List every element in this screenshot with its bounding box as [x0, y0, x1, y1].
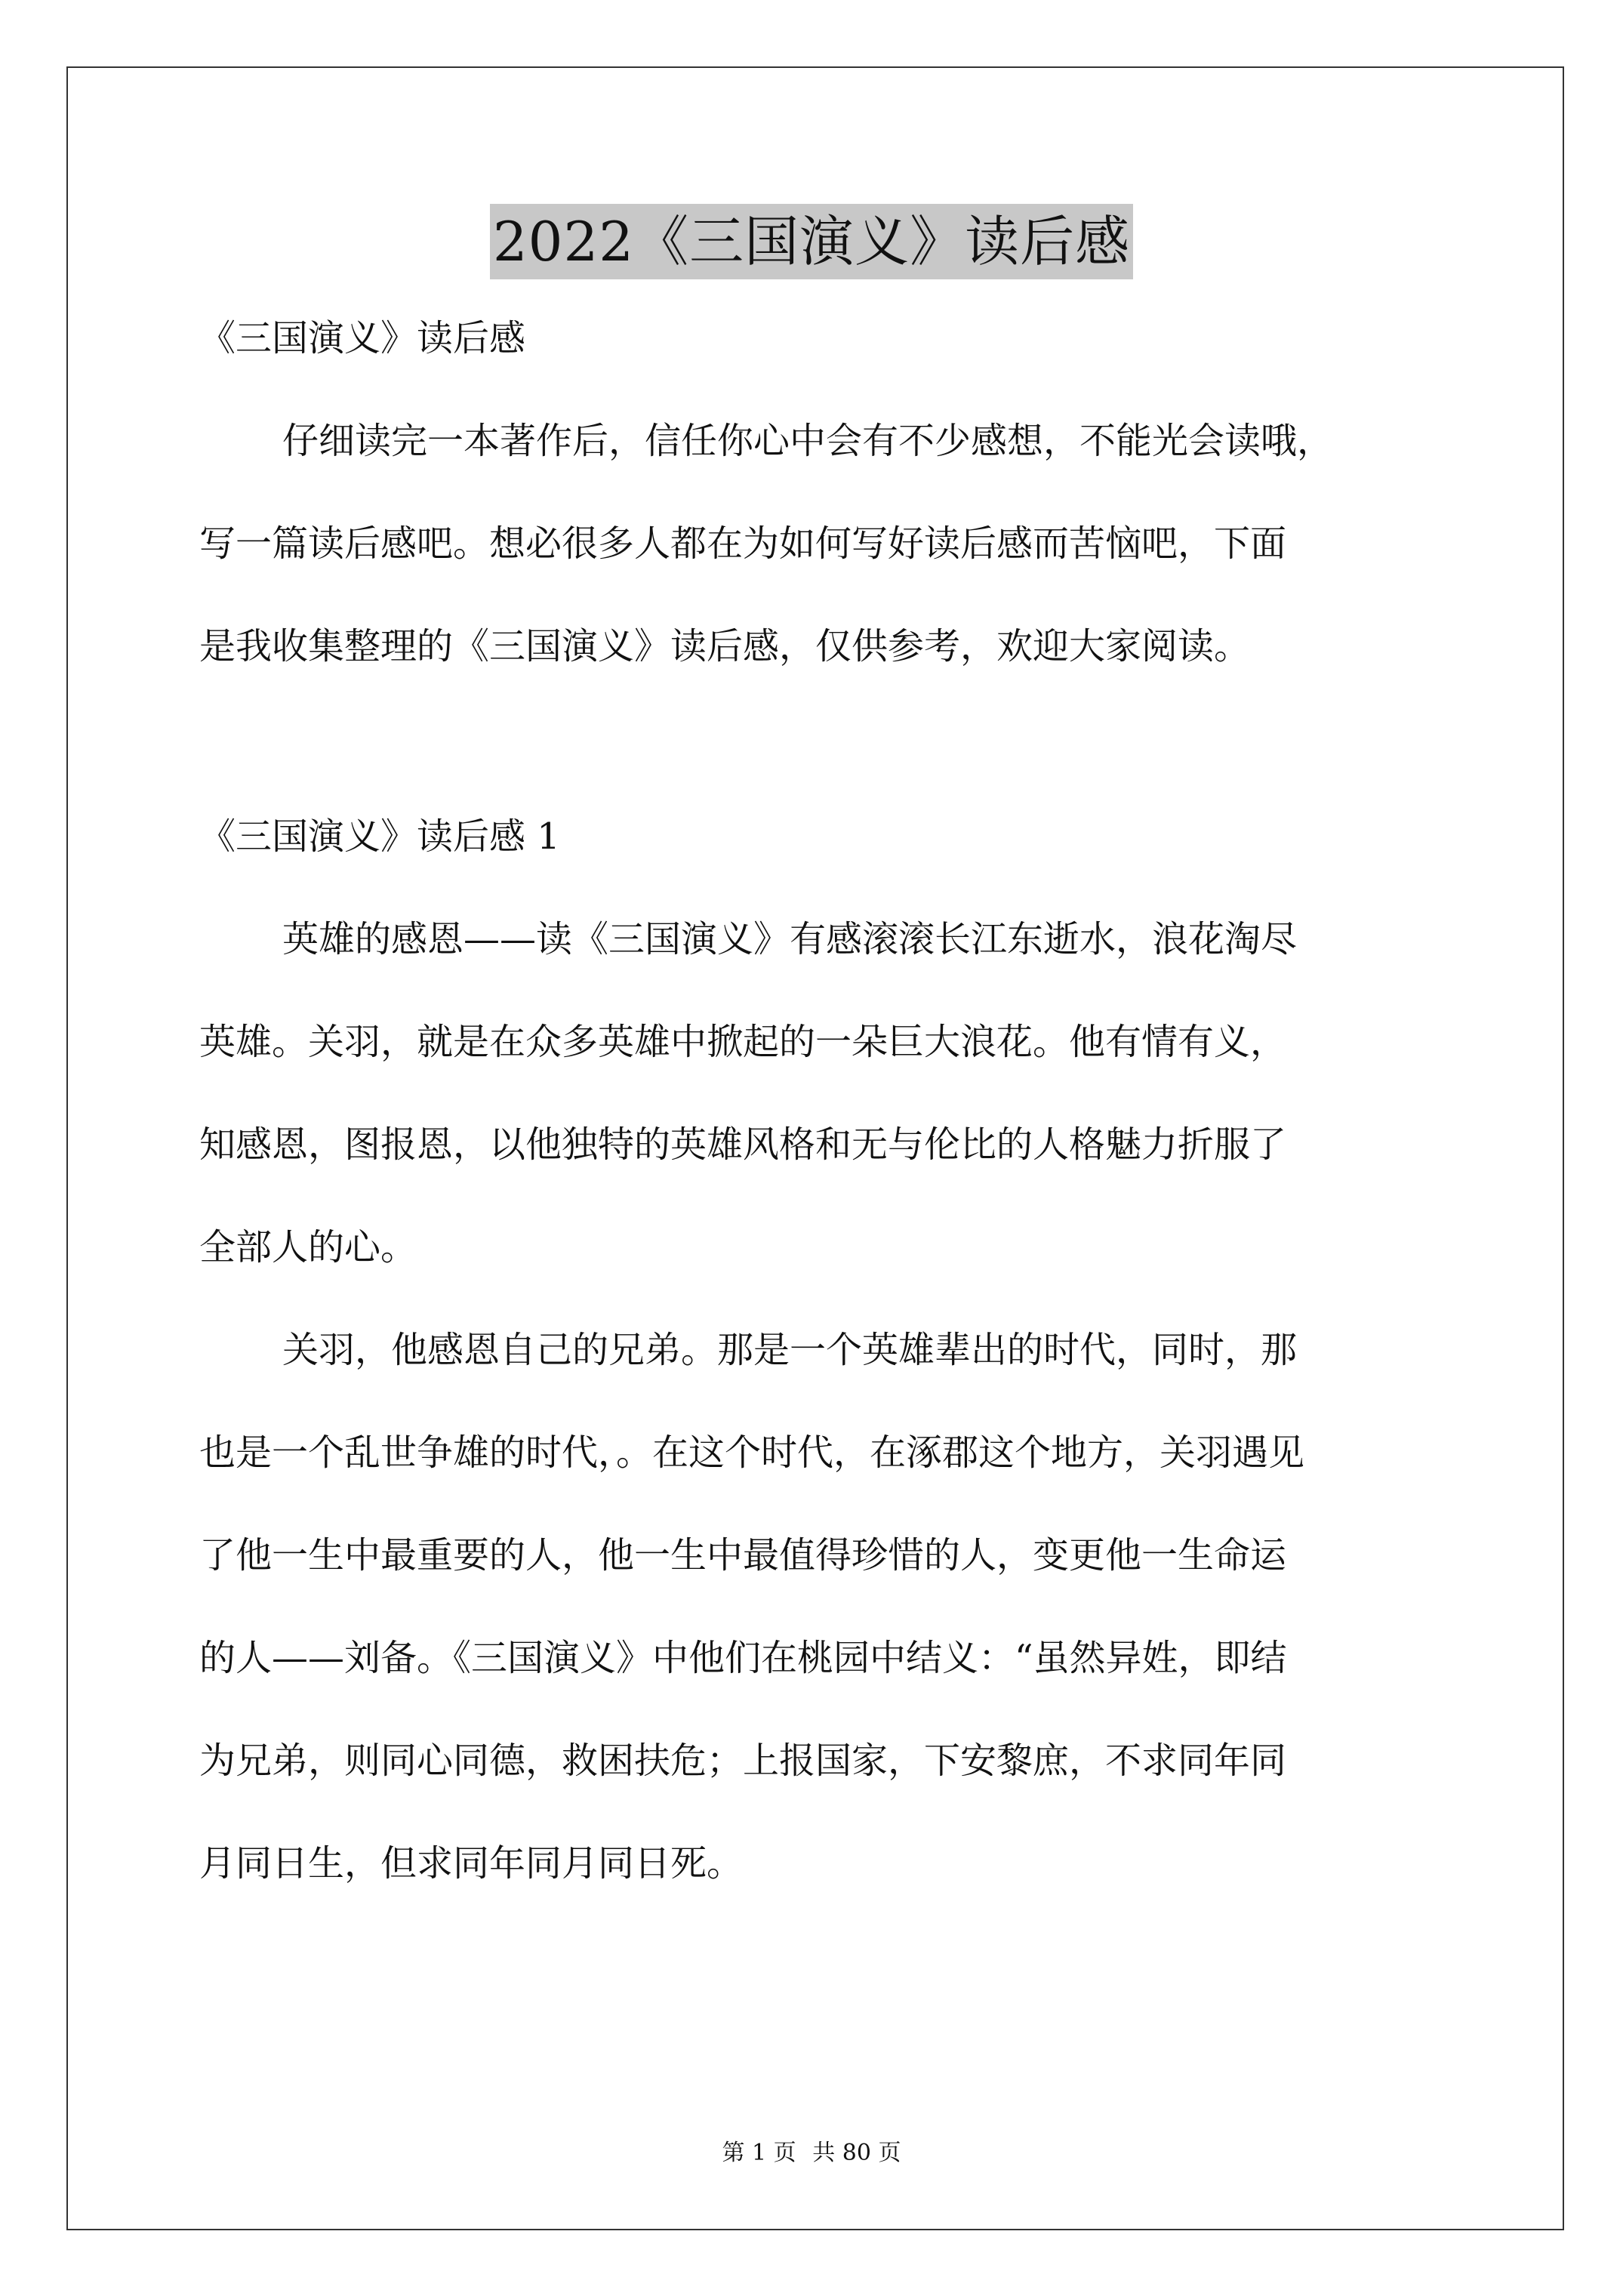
paragraph-line: 关羽，他感恩自己的兄弟。那是一个英雄辈出的时代，同时，那 — [282, 1329, 1298, 1371]
page-footer — [0, 2138, 1623, 2168]
paragraph — [199, 911, 1434, 1321]
paragraph-line: 也是一个乱世争雄的时代，。在这个时代，在涿郡这个地方，关羽遇见 — [199, 1432, 1305, 1474]
title-area — [0, 204, 1623, 279]
page-total: 共 80 页 — [812, 2140, 901, 2166]
paragraph-line: 的人——刘备。《三国演义》中他们在桃园中结义：“虽然异姓，即结 — [199, 1637, 1287, 1679]
paragraph-line: 知感恩，图报恩，以他独特的英雄风格和无与伦比的人格魅力折服了 — [199, 1123, 1287, 1166]
document-body — [199, 310, 1434, 1937]
paragraph-line: 全部人的心。 — [199, 1226, 417, 1268]
page-number: 第 1 页 — [722, 2140, 796, 2166]
paragraph-line: 了他一生中最重要的人，他一生中最值得珍惜的人，变更他一生命运 — [199, 1534, 1287, 1576]
document-title: 2022《三国演义》读后感 — [490, 204, 1133, 279]
paragraph-line: 仔细读完一本著作后，信任你心中会有不少感想，不能光会读哦， — [282, 420, 1334, 462]
paragraph-line: 写一篇读后感吧。想必很多人都在为如何写好读后感而苦恼吧，下面 — [199, 522, 1287, 565]
section-gap — [199, 720, 1434, 808]
paragraph-line: 英雄的感恩——读《三国演义》有感滚滚长江东逝水，浪花淘尽 — [282, 918, 1298, 960]
paragraph — [199, 1321, 1434, 1937]
paragraph-line: 是我收集整理的《三国演义》读后感，仅供参考，欢迎大家阅读。 — [199, 625, 1251, 667]
paragraph-line: 为兄弟，则同心同德，救困扶危；上报国家，下安黎庶，不求同年同 — [199, 1740, 1287, 1782]
paragraph-line: 月同日生，但求同年同月同日死。 — [199, 1842, 744, 1885]
paragraph — [199, 412, 1434, 720]
section-heading: 《三国演义》读后感 1 — [199, 815, 560, 858]
section-heading: 《三国演义》读后感 — [199, 317, 526, 359]
paragraph-line: 英雄。关羽，就是在众多英雄中掀起的一朵巨大浪花。他有情有义， — [199, 1021, 1287, 1063]
